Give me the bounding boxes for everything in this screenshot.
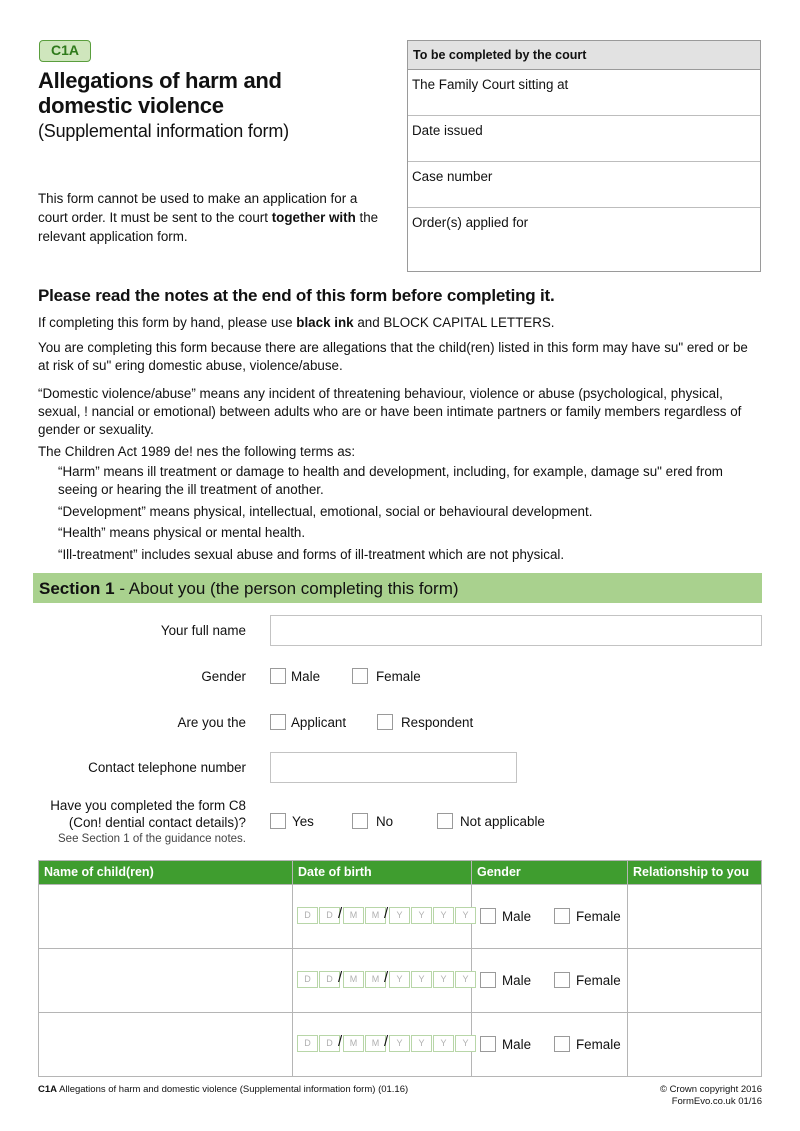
footer-copyright-block: [660, 1084, 762, 1108]
court-field-case-number: Case number: [408, 162, 760, 208]
date-separator: /: [384, 969, 389, 986]
header-child-name: Name of child(ren): [44, 865, 154, 879]
act-intro-text: The Children Act 1989 de! nes the following terms as:: [38, 444, 356, 459]
gender-female-label: Female: [376, 669, 421, 684]
date-digit-box[interactable]: D: [297, 971, 318, 988]
section-1-title: - About you (the person completing this form): [114, 579, 459, 598]
date-digit-box[interactable]: Y: [455, 907, 476, 924]
child-gender-male-checkbox[interactable]: [480, 908, 496, 924]
full-name-input[interactable]: [270, 615, 762, 646]
child-gender-male-label: Male: [502, 1037, 532, 1052]
relationship-cell[interactable]: [628, 885, 761, 948]
footer-copyright: © Crown copyright 2016: [659, 1084, 762, 1095]
child-name-cell[interactable]: [39, 885, 292, 948]
intro-text-bold: together with: [271, 210, 356, 225]
ink-instruction-part1: If completing this form by hand, please use: [38, 315, 297, 330]
definition-text: “Domestic violence/abuse” means any incident of threatening behaviour, violence or abuse (psychological, physical, sexual, ! nancial or emotional) between adults who are or have been intimate partners or family members regardless of gender or sexuality.: [38, 386, 742, 437]
role-respondent-checkbox[interactable]: [377, 714, 393, 730]
term-harm: “Harm” means ill treatment or damage to health and development, including, for example, damage su" ered from seeing or hearing the ill treatment of another.: [58, 464, 723, 497]
form-title: Allegations of harm and domestic violence: [38, 68, 282, 118]
date-separator: /: [338, 969, 343, 986]
date-digit-box[interactable]: M: [343, 907, 364, 924]
date-digit-box[interactable]: Y: [455, 971, 476, 988]
relationship-cell[interactable]: [628, 1013, 761, 1076]
term-ill-treatment: “Ill-treatment” includes sexual abuse and forms of ill-treatment which are not physical.: [58, 547, 565, 562]
child-name-cell[interactable]: [39, 1013, 292, 1076]
date-separator: /: [338, 1033, 343, 1050]
c8-yes-label: Yes: [292, 814, 314, 829]
date-digit-box[interactable]: D: [319, 1035, 340, 1052]
intro-text-part1: This form cannot be used to make an application for a court order. It must be sent to the court: [38, 191, 358, 225]
table-row: [39, 948, 761, 1012]
date-digit-box[interactable]: Y: [433, 1035, 454, 1052]
date-digit-box[interactable]: M: [365, 971, 386, 988]
date-digit-box[interactable]: Y: [455, 1035, 476, 1052]
date-digit-box[interactable]: M: [365, 907, 386, 924]
phone-label: Contact telephone number: [88, 760, 246, 775]
header-gender: Gender: [477, 865, 521, 879]
footer-form-info: [38, 1084, 408, 1095]
date-digit-box[interactable]: M: [343, 1035, 364, 1052]
date-digit-box[interactable]: D: [319, 907, 340, 924]
child-gender-male-label: Male: [502, 973, 532, 988]
section-1-number: Section 1: [39, 579, 115, 598]
child-gender-male-label: Male: [502, 909, 532, 924]
date-separator: /: [384, 905, 389, 922]
court-box-header: To be completed by the court: [408, 41, 760, 70]
ink-instruction-part2: and BLOCK CAPITAL LETTERS.: [353, 315, 555, 330]
intro-text-part2: the relevant application form.: [38, 210, 379, 244]
c8-no-checkbox[interactable]: [352, 813, 368, 829]
court-field-sitting-at: The Family Court sitting at: [408, 70, 760, 116]
ink-instruction: [38, 314, 760, 332]
c8-question-line2: (Con! dential contact details)?: [68, 815, 246, 830]
date-digit-box[interactable]: D: [297, 1035, 318, 1052]
date-digit-box[interactable]: Y: [411, 1035, 432, 1052]
gender-male-label: Male: [291, 669, 321, 684]
date-digit-box[interactable]: Y: [389, 907, 410, 924]
date-digit-box[interactable]: Y: [433, 971, 454, 988]
header-relationship: Relationship to you: [633, 865, 749, 879]
court-use-box: [407, 40, 761, 272]
full-name-label: Your full name: [160, 623, 246, 638]
role-respondent-label: Respondent: [401, 715, 474, 730]
reason-text: You are completing this form because there are allegations that the child(ren) listed in this form may have su" ered or be at risk of su" ering domestic abuse, violence/abuse.: [38, 340, 748, 373]
date-digit-box[interactable]: Y: [389, 1035, 410, 1052]
term-health: “Health” means physical or mental health.: [58, 525, 306, 540]
c8-yes-checkbox[interactable]: [270, 813, 286, 829]
phone-input[interactable]: [270, 752, 517, 783]
date-digit-box[interactable]: Y: [433, 907, 454, 924]
header-date-of-birth: Date of birth: [298, 865, 372, 879]
footer-code: C1A: [38, 1084, 58, 1095]
date-separator: /: [384, 1033, 389, 1050]
child-gender-female-label: Female: [576, 909, 621, 924]
footer-description: Allegations of harm and domestic violence (Supplemental information form) (01.16): [57, 1084, 409, 1095]
role-applicant-checkbox[interactable]: [270, 714, 286, 730]
date-digit-box[interactable]: D: [319, 971, 340, 988]
date-digit-box[interactable]: M: [343, 971, 364, 988]
date-digit-box[interactable]: D: [297, 907, 318, 924]
child-name-cell[interactable]: [39, 949, 292, 1012]
child-gender-female-checkbox[interactable]: [554, 908, 570, 924]
role-label: Are you the: [177, 715, 246, 730]
form-subtitle: (Supplemental information form): [38, 121, 289, 141]
c8-question: [50, 797, 246, 848]
ink-instruction-bold: black ink: [296, 315, 354, 330]
children-table: [38, 860, 762, 1077]
gender-label: Gender: [201, 669, 246, 684]
notes-heading: Please read the notes at the end of this form before completing it.: [38, 286, 555, 305]
relationship-cell[interactable]: [628, 949, 761, 1012]
term-development: “Development” means physical, intellectual, emotional, social or behavioural development.: [58, 504, 593, 519]
court-field-date-issued: Date issued: [408, 116, 760, 162]
date-digit-box[interactable]: Y: [411, 971, 432, 988]
child-gender-female-label: Female: [576, 973, 621, 988]
children-table-header: [39, 861, 761, 884]
table-row: [39, 884, 761, 948]
date-digit-box[interactable]: Y: [411, 907, 432, 924]
c8-no-label: No: [376, 814, 394, 829]
c8-question-line1: Have you completed the form C8: [50, 798, 246, 813]
date-separator: /: [338, 905, 343, 922]
child-gender-female-checkbox[interactable]: [554, 972, 570, 988]
child-gender-male-checkbox[interactable]: [480, 1036, 496, 1052]
section-1-header: [33, 573, 762, 603]
intro-text: [38, 189, 383, 246]
date-digit-box[interactable]: M: [365, 1035, 386, 1052]
table-row: [39, 1012, 761, 1076]
c8-guidance-note: See Section 1 of the guidance notes.: [58, 833, 246, 845]
court-field-orders-applied: Order(s) applied for: [412, 215, 529, 230]
c8-not-applicable-label: Not applicable: [460, 814, 545, 829]
child-gender-female-label: Female: [576, 1037, 621, 1052]
form-code-badge: C1A: [39, 40, 91, 62]
date-digit-box[interactable]: Y: [389, 971, 410, 988]
gender-male-checkbox[interactable]: [270, 668, 286, 684]
footer-site: FormEvo.co.uk 01/16: [671, 1096, 762, 1107]
gender-female-checkbox[interactable]: [352, 668, 368, 684]
child-gender-male-checkbox[interactable]: [480, 972, 496, 988]
child-gender-female-checkbox[interactable]: [554, 1036, 570, 1052]
role-applicant-label: Applicant: [291, 715, 347, 730]
c8-not-applicable-checkbox[interactable]: [437, 813, 453, 829]
